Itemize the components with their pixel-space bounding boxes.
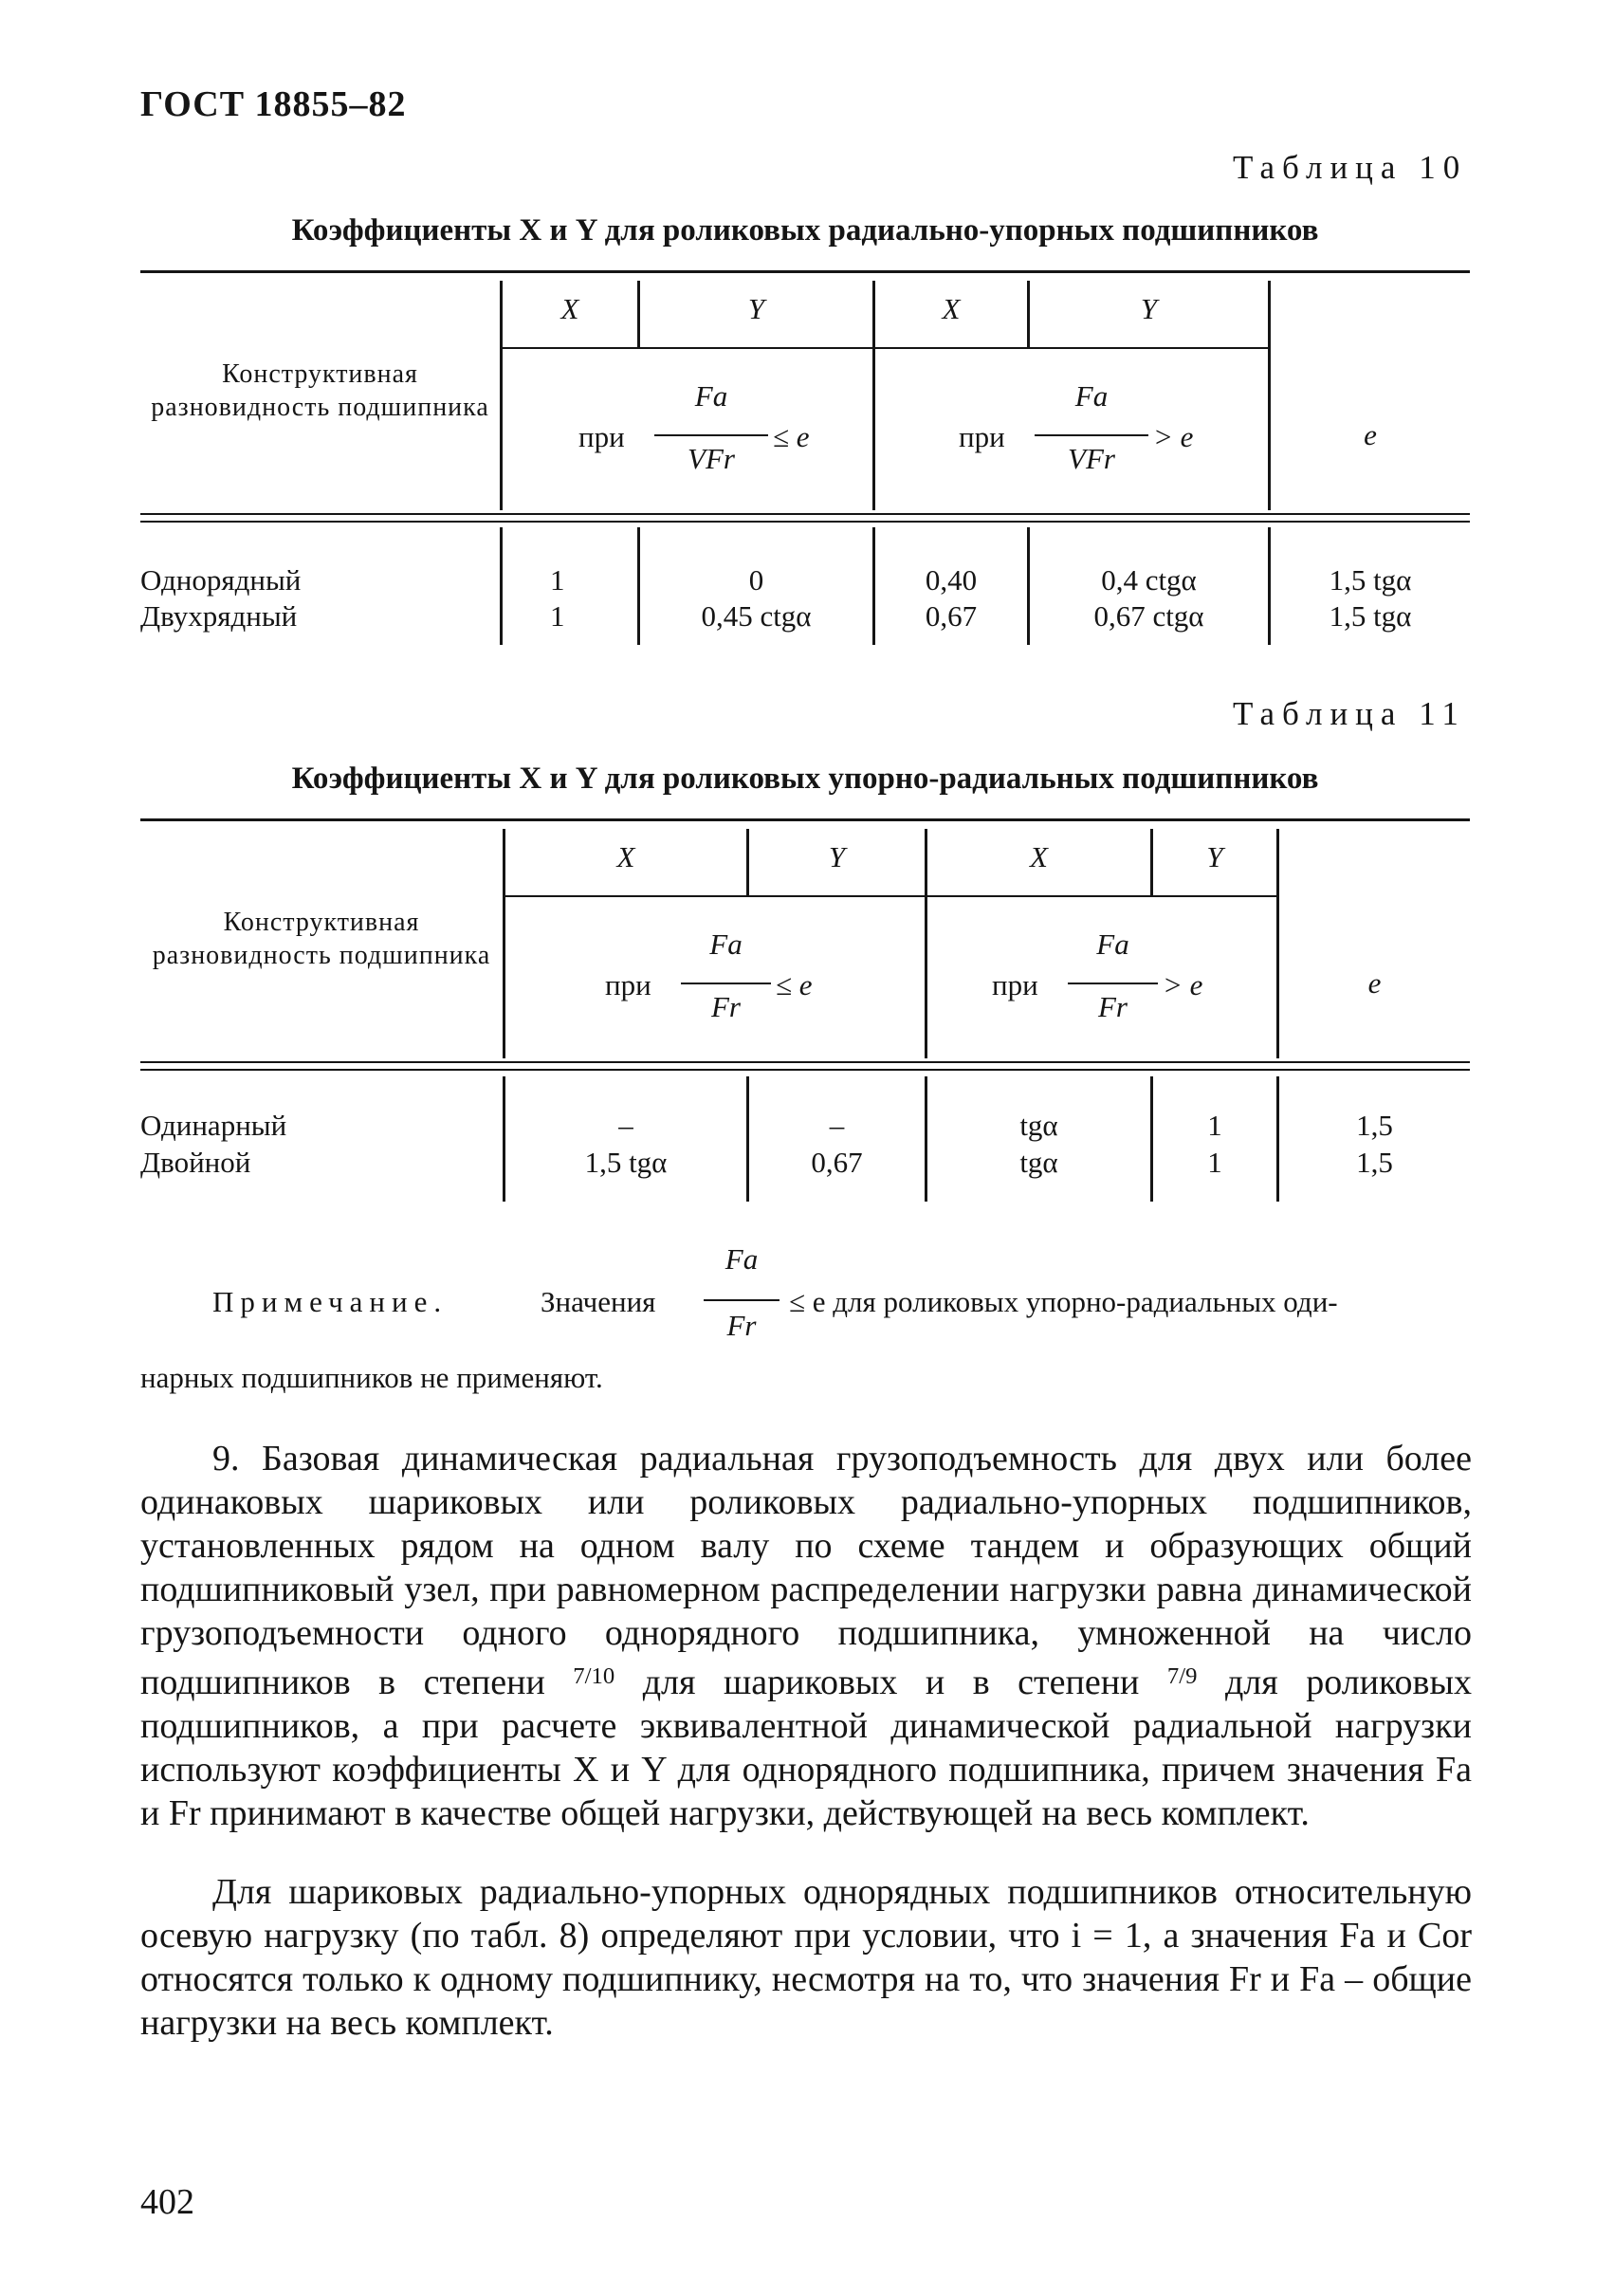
- exponent: 7/10: [573, 1663, 615, 1689]
- table-10-divider: [1268, 281, 1271, 510]
- condition-relation: > e: [1163, 968, 1203, 1001]
- fraction-bar: [1035, 434, 1148, 436]
- column-header-x: X: [560, 292, 579, 325]
- paragraph-text: 9. Базовая динамическая радиальная грузоподъемность для двух или более одинаковых шариковых или роликовых радиально-упорных подшипников, установленных рядом на одном валу по схеме тандем и образующих общий подшипниковый узел, при равномерном распределении нагрузки равна динамической грузоподъемности одного однорядного подшипника, умноженной на число подшипников в степени: [140, 1439, 1472, 1703]
- condition-prefix: при: [959, 420, 1005, 453]
- fraction-denominator: VFr: [1068, 442, 1115, 475]
- condition-greater: [927, 928, 1276, 1032]
- document-code: ГОСТ 18855–82: [140, 84, 407, 124]
- table-cell: tgα: [1019, 1109, 1058, 1142]
- note-text: нарных подшипников не применяют.: [140, 1361, 603, 1394]
- condition-prefix: при: [992, 968, 1038, 1001]
- table-cell: 1: [1207, 1109, 1222, 1142]
- table-10-subheader-rule: [500, 347, 1268, 349]
- column-header-x: X: [616, 840, 635, 873]
- table-10-top-rule: [140, 270, 1470, 273]
- table-cell: 1,5: [1356, 1109, 1393, 1142]
- column-header-x: X: [942, 292, 961, 325]
- paragraph-10: Для шариковых радиально-упорных однорядных подшипников относительную осевую нагрузку (по табл. 8) определяют при условии, что i = 1, а значения Fa и Cor относятся только к одному подшипнику, несмотря на то, что значения Fr и Fa – общие нагрузки на весь комплект.: [140, 1872, 1472, 2043]
- paragraph-text: для роликовых подшипников, а при расчете эквивалентной динамической радиальной нагрузки используют коэффициенты X и Y для однорядного подшипника, причем значения Fa и Fr принимают в качестве общей нагрузки, действующей на весь комплект.: [140, 1662, 1473, 1834]
- table-cell: 1: [550, 563, 565, 597]
- table-10-title: Коэффициенты X и Y для роликовых радиально-упорных подшипников: [291, 213, 1319, 248]
- table-11-top-rule: [140, 818, 1470, 821]
- fraction-bar: [654, 434, 768, 436]
- condition-greater: [875, 379, 1268, 484]
- table-cell: 0,40: [925, 563, 978, 597]
- column-header-x: X: [1030, 840, 1048, 873]
- column-header-y: Y: [1206, 840, 1223, 873]
- table-cell: 1: [1207, 1146, 1222, 1179]
- column-header-y: Y: [1140, 292, 1158, 325]
- table-11-label: Таблица 11: [1233, 695, 1466, 732]
- condition-relation: ≤ e: [776, 968, 813, 1001]
- fraction-denominator: Fr: [1098, 990, 1128, 1023]
- table-cell: 1: [550, 599, 565, 633]
- table-cell: 1,5 tgα: [1329, 563, 1412, 597]
- table-cell: –: [618, 1109, 633, 1142]
- page-number: 402: [140, 2182, 194, 2222]
- table-11-divider: [1276, 829, 1279, 1058]
- note-lead: Примечание.: [212, 1285, 449, 1318]
- fraction-numerator: Fa: [1074, 379, 1109, 413]
- condition-relation: ≤ e: [773, 420, 810, 453]
- table-cell: 1,5 tgα: [584, 1146, 668, 1179]
- note-text: Значения: [541, 1285, 656, 1318]
- condition-less-equal: [505, 928, 925, 1032]
- fraction-bar: [1068, 983, 1158, 984]
- table-cell: tgα: [1019, 1146, 1058, 1179]
- fraction-numerator: Fa: [694, 379, 728, 413]
- table-10-label: Таблица 10: [1233, 149, 1468, 186]
- table-row-name: Двойной: [140, 1146, 251, 1179]
- table-11-title: Коэффициенты X и Y для роликовых упорно-радиальных подшипников: [291, 762, 1319, 796]
- column-header-e: e: [1367, 966, 1382, 1000]
- table-11-header-rule-2: [140, 1069, 1470, 1071]
- table-row-name: Двухрядный: [140, 599, 298, 633]
- fraction-denominator: VFr: [688, 442, 735, 475]
- column-header-y: Y: [747, 292, 765, 325]
- fraction-denominator: Fr: [711, 990, 741, 1023]
- column-header-e: e: [1364, 418, 1377, 451]
- exponent: 7/9: [1166, 1663, 1198, 1689]
- table-cell: 0,67: [811, 1146, 863, 1179]
- paragraph-text: для шариковых и в степени: [642, 1662, 1140, 1703]
- note-fraction-numerator: Fa: [724, 1242, 759, 1276]
- fraction-bar: [681, 983, 771, 984]
- table-cell: 0,67: [925, 599, 978, 633]
- condition-prefix: при: [578, 420, 625, 453]
- table-10-header-rule-1: [140, 513, 1470, 515]
- table-10-header-rule-2: [140, 521, 1470, 523]
- table-row-name: Однорядный: [140, 563, 302, 597]
- table-row-name: Одинарный: [140, 1109, 287, 1142]
- note-text: ≤ e для роликовых упорно-радиальных оди-: [789, 1285, 1338, 1318]
- note-fraction-bar: [704, 1299, 779, 1301]
- table-cell: –: [829, 1109, 845, 1142]
- table-cell: 0,67 ctgα: [1093, 599, 1204, 633]
- table-11-subheader-rule: [503, 895, 1276, 897]
- row-header-label: Конструктивная разновидность подшипника: [152, 908, 491, 970]
- table-cell: 0,45 ctgα: [701, 599, 812, 633]
- note-fraction-denominator: Fr: [726, 1309, 757, 1342]
- row-header-label: Конструктивная разновидность подшипника: [151, 359, 489, 422]
- table-cell: 0,4 ctgα: [1101, 563, 1197, 597]
- condition-prefix: при: [605, 968, 651, 1001]
- table-cell: 0: [748, 563, 764, 597]
- column-header-y: Y: [828, 840, 846, 873]
- table-cell: 1,5 tgα: [1329, 599, 1412, 633]
- condition-relation: > e: [1153, 420, 1194, 453]
- condition-less-equal: [503, 379, 872, 484]
- table-11-header-rule-1: [140, 1061, 1470, 1063]
- fraction-numerator: Fa: [1096, 928, 1129, 961]
- fraction-numerator: Fa: [709, 928, 743, 961]
- table-cell: 1,5: [1356, 1146, 1393, 1179]
- paragraph-9: [140, 1437, 1472, 1835]
